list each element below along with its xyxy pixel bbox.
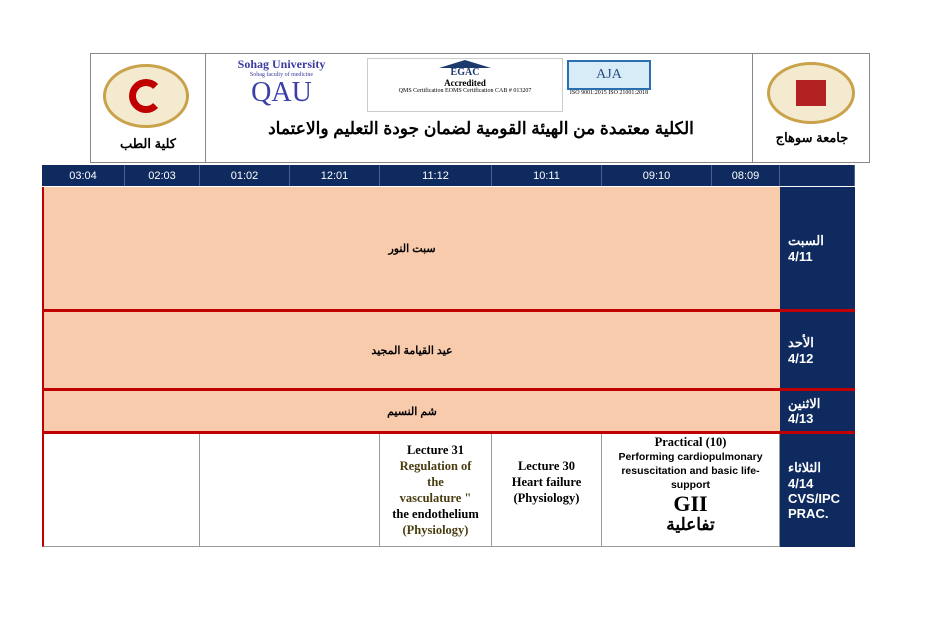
sunday-event: عيد القيامة المجيد [42, 312, 780, 388]
lecture-topic: vasculature " [399, 491, 472, 505]
day-name: السبت [788, 232, 824, 248]
course-code: CVS/IPC [788, 491, 841, 506]
lecture-topic: Regulation of [399, 459, 472, 473]
empty-slot [42, 434, 200, 547]
monday-event: شم النسيم [42, 391, 780, 431]
practical-10-cell [602, 434, 780, 547]
day-date: 4/14 [788, 476, 814, 491]
time-header: 03:04 [42, 165, 125, 186]
university-logo [767, 62, 855, 124]
faculty-logo [103, 64, 189, 128]
day-name: الاثنين [788, 396, 821, 411]
lecture-30-cell [492, 434, 602, 547]
lecture-title: Lecture 30 [517, 459, 576, 473]
day-date: 4/11 [788, 248, 813, 264]
saturday-event: سبت النور [42, 187, 780, 309]
egac-logo: EGAC Accredited QMS Certification EOMS Certification CAB # 013207 [367, 58, 563, 112]
time-header: 08:09 [712, 165, 780, 186]
aja-logo: AJA ISO 9001:2015 ISO 21001:2018 [567, 60, 651, 112]
faculty-label: كلية الطب [120, 136, 176, 151]
time-header: 02:03 [125, 165, 200, 186]
lecture-31-cell [380, 434, 492, 547]
empty-slot [200, 434, 380, 547]
lecture-topic: Heart failure [511, 475, 582, 489]
day-name: الأحد [788, 334, 814, 350]
day-sunday [780, 312, 855, 388]
accreditation-title: الكلية معتمدة من الهيئة القومية لضمان جودة التعليم والاعتماد [268, 119, 694, 138]
day-name: الثلاثاء [788, 460, 821, 475]
day-saturday [780, 187, 855, 309]
day-date: 4/12 [788, 350, 814, 366]
university-label: جامعة سوهاج [775, 130, 849, 145]
lecture-subject: (Physiology) [402, 523, 469, 537]
time-header [780, 165, 855, 186]
time-header: 12:01 [290, 165, 380, 186]
document-header [90, 53, 870, 163]
group-label: GII [673, 491, 708, 516]
time-header: 11:12 [380, 165, 492, 186]
time-header: 10:11 [492, 165, 602, 186]
time-header: 01:02 [200, 165, 290, 186]
course-type: PRAC. [788, 506, 829, 521]
qau-logo: Sohag University Sohag faculty of medicine QAU [237, 57, 326, 108]
practical-description: Performing cardiopulmonary resuscitation and basic life-support [618, 451, 763, 491]
time-header: 09:10 [602, 165, 712, 186]
lecture-subject: (Physiology) [513, 491, 580, 505]
lecture-topic: the endothelium [392, 507, 479, 521]
day-tuesday [780, 434, 855, 547]
day-date: 4/13 [788, 411, 814, 426]
mode-label: تفاعلية [666, 515, 715, 534]
lecture-topic: the [427, 475, 444, 489]
lecture-title: Lecture 31 [406, 443, 465, 457]
practical-title: Practical (10) [654, 435, 727, 449]
day-monday [780, 391, 855, 431]
